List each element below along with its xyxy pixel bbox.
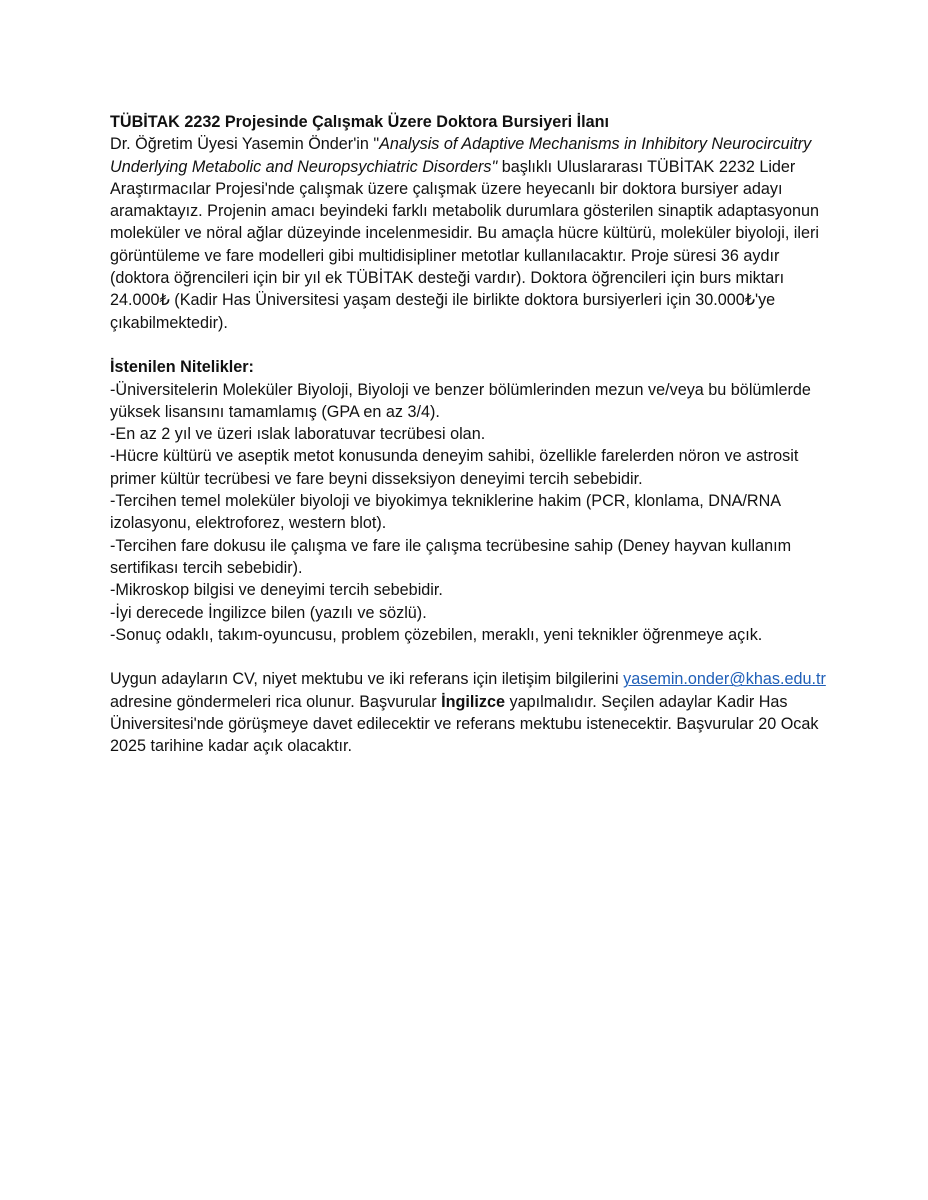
requirement-item: -Üniversitelerin Moleküler Biyoloji, Biyoloji ve benzer bölümlerinden mezun ve/veya bu bölümlerde yüksek lisansını tamamlamış (GPA en az 3/4). (110, 380, 811, 421)
application-mid-text: adresine göndermeleri rica olunur. Başvurular (110, 692, 442, 711)
requirements-heading: İstenilen Nitelikler: (110, 358, 254, 377)
requirement-item: -İyi derecede İngilizce bilen (yazılı ve sözlü). (110, 603, 427, 622)
application-intro-text: Uygun adayların CV, niyet mektubu ve iki referans için iletişim bilgilerini (110, 670, 624, 689)
intro-body-text: başlıklı Uluslararası TÜBİTAK 2232 Lider Araştırmacılar Projesi'nde çalışmak üzere çalışmak üzere heyecanlı bir doktora bursiyer adayı aramaktayız. Projenin amacı beyindeki farklı metabolik durumlara gösterilen sinaptik adaptasyonun moleküler ve nöral ağlar düzeyinde incelenmesidir. Bu amaçla hücre kültürü, moleküler biyoloji, ileri görüntüleme ve fare modelleri gibi multidisipliner metotlar kullanılacaktır. Proje süresi 36 aydır (doktora öğrencileri için bir yıl ek TÜBİTAK desteği vardır). Doktora öğrencileri için burs miktarı 24.000₺ (Kadir Has Üniversitesi yaşam desteği ile birlikte doktora bursiyerleri için 30.000₺'ye çıkabilmektedir). (110, 157, 820, 332)
intro-lead-text: Dr. Öğretim Üyesi Yasemin Önder'in " (110, 135, 380, 154)
requirements-list (110, 379, 830, 647)
intro-paragraph (110, 133, 830, 334)
project-title: Analysis of Adaptive Mechanisms in Inhibitory Neurocircuitry Underlying Metabolic and Neuropsychiatric Disorders" (110, 135, 812, 176)
requirement-item: -Tercihen fare dokusu ile çalışma ve fare ile çalışma tecrübesine sahip (Deney hayvan kullanım sertifikası tercih sebebidir). (110, 536, 792, 577)
requirement-item: -En az 2 yıl ve üzeri ıslak laboratuvar tecrübesi olan. (110, 425, 486, 444)
document-title: TÜBİTAK 2232 Projesinde Çalışmak Üzere Doktora Bursiyeri İlanı (110, 113, 609, 131)
document-page (110, 111, 830, 758)
application-closing-text: yapılmalıdır. Seçilen adaylar Kadir Has Üniversitesi'nde görüşmeye davet edilecektir ve referans mektubu istenecektir. Başvurular 20 Ocak 2025 tarihine kadar açık olacaktır. (110, 692, 819, 756)
requirement-item: -Mikroskop bilgisi ve deneyimi tercih sebebidir. (110, 581, 443, 600)
requirement-item: -Sonuç odaklı, takım-oyuncusu, problem çözebilen, meraklı, yeni teknikler öğrenmeye açık. (110, 625, 763, 644)
application-language: İngilizce (441, 692, 505, 711)
paragraph-spacer (110, 334, 830, 356)
requirement-item: -Hücre kültürü ve aseptik metot konusunda deneyim sahibi, özellikle farelerden nöron ve astrosit primer kültür tecrübesi ve fare beyni disseksiyon deneyimi tercih sebebidir. (110, 447, 799, 488)
contact-email-link[interactable]: yasemin.onder@khas.edu.tr (623, 670, 826, 689)
requirement-item: -Tercihen temel moleküler biyoloji ve biyokimya tekniklerine hakim (PCR, klonlama, DNA/RNA izolasyonu, elektroforez, western blot). (110, 492, 781, 533)
paragraph-spacer (110, 646, 830, 668)
application-paragraph (110, 668, 830, 757)
